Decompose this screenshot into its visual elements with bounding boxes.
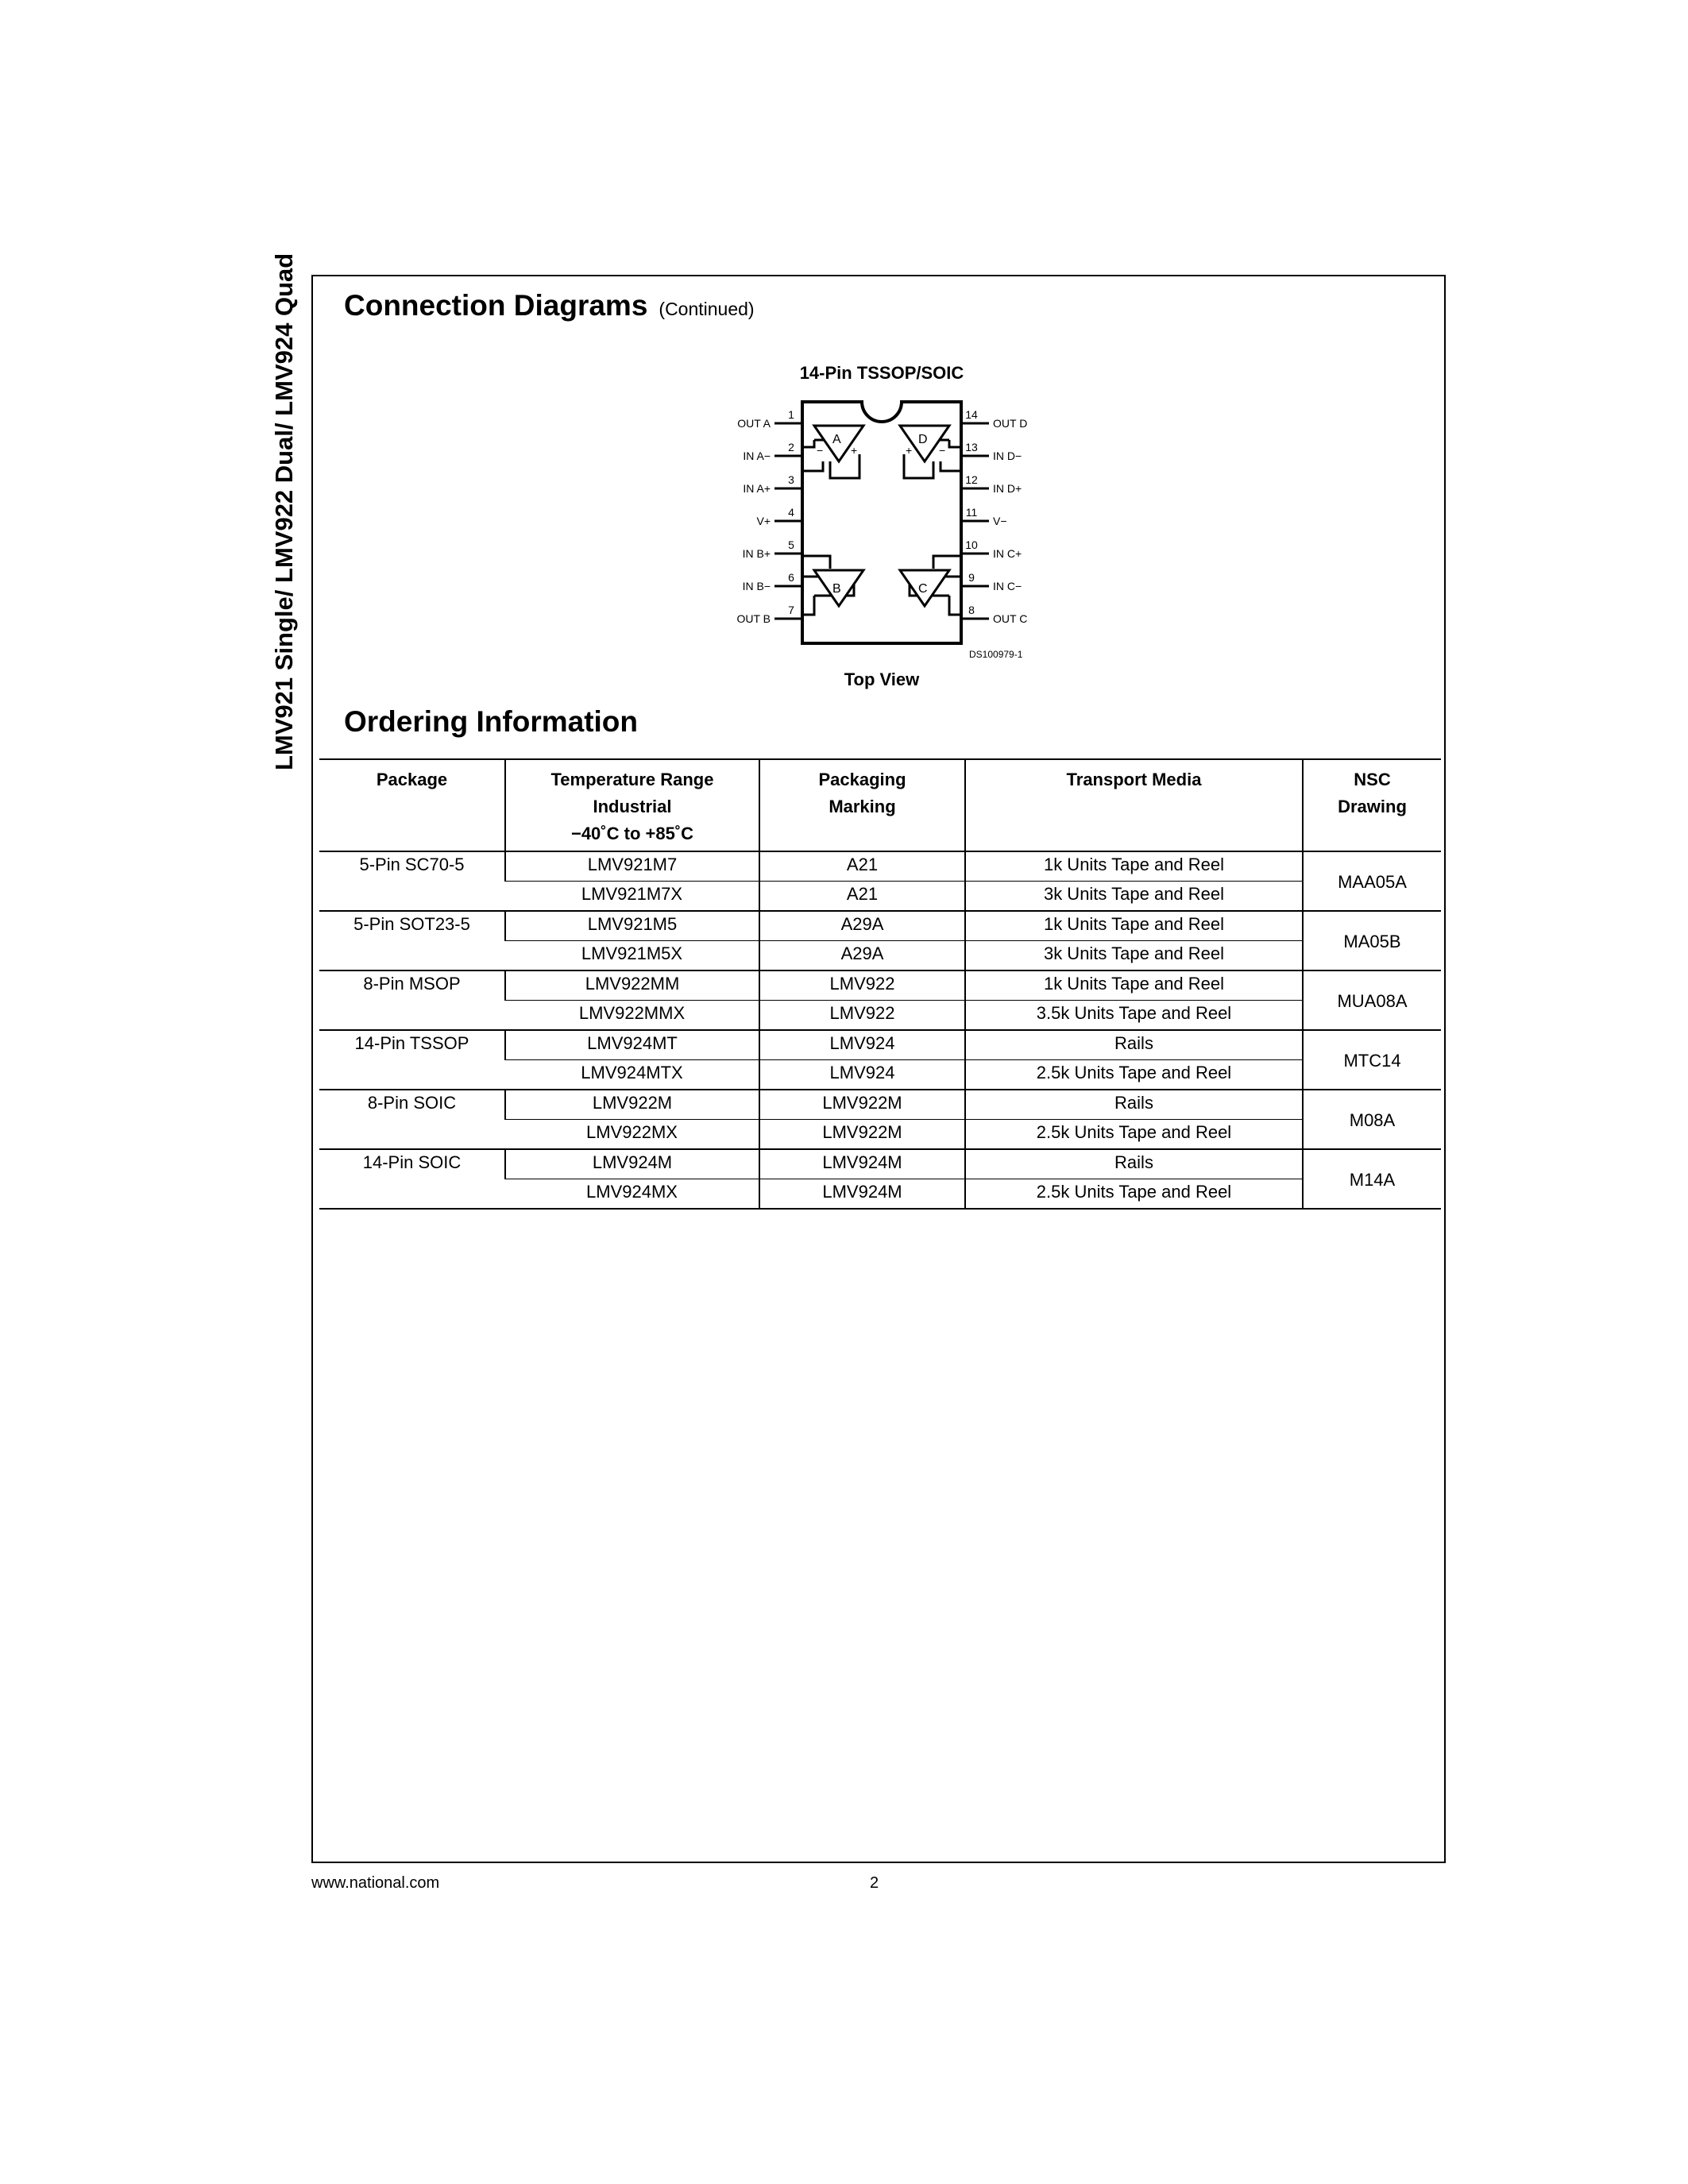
top-view-label: Top View [844, 669, 920, 689]
header-nsc-drawing: NSC Drawing [1303, 759, 1441, 851]
part-number-cell: LMV922MM [505, 970, 759, 1001]
drawing-id: DS100979-1 [969, 649, 1023, 660]
svg-text:−: − [939, 444, 946, 457]
header-package: Package [376, 770, 448, 789]
ordering-information-title: Ordering Information [344, 705, 638, 738]
nsc-drawing-cell: MAA05A [1303, 851, 1441, 911]
transport-cell: Rails [965, 1030, 1303, 1060]
amp-d-label: D [918, 433, 928, 446]
transport-cell: 1k Units Tape and Reel [965, 911, 1303, 941]
package-cell: 5-Pin SC70-5 [359, 855, 465, 874]
op-amp-d [900, 426, 961, 478]
package-cell: 14-Pin SOIC [362, 1152, 462, 1172]
nsc-drawing-cell: M14A [1303, 1149, 1441, 1209]
op-amp-c [900, 556, 961, 615]
transport-cell: 2.5k Units Tape and Reel [965, 1060, 1303, 1090]
part-number-cell: LMV921M7X [505, 882, 759, 912]
right-pin-label: OUT C [993, 612, 1028, 625]
diagram-title: 14-Pin TSSOP/SOIC [799, 363, 964, 383]
part-number-cell: LMV921M7 [505, 851, 759, 882]
right-pin-number: 11 [965, 506, 978, 519]
left-pin-2 [743, 441, 802, 462]
footer-url: www.national.com [311, 1874, 440, 1892]
ordering-row [319, 911, 1441, 941]
marking-cell: A21 [759, 851, 965, 882]
ordering-row [319, 851, 1441, 882]
right-pins [961, 408, 1027, 625]
part-number-cell: LMV921M5X [505, 941, 759, 971]
marking-cell: LMV922M [759, 1120, 965, 1150]
svg-text:−: − [817, 444, 824, 457]
nsc-drawing-cell: MUA08A [1303, 970, 1441, 1030]
left-pin-1 [737, 408, 802, 430]
left-pin-number: 4 [788, 506, 794, 519]
transport-cell: 1k Units Tape and Reel [965, 970, 1303, 1001]
marking-cell: LMV924 [759, 1030, 965, 1060]
left-pin-4 [756, 506, 802, 527]
left-pin-number: 7 [788, 604, 794, 616]
header-transport: Transport Media [965, 759, 1303, 851]
op-amp-b [802, 556, 863, 615]
marking-cell: LMV924 [759, 1060, 965, 1090]
transport-cell: 3k Units Tape and Reel [965, 882, 1303, 912]
right-pin-number: 9 [968, 571, 975, 584]
amp-c-label: C [918, 582, 928, 596]
transport-cell: 2.5k Units Tape and Reel [965, 1179, 1303, 1210]
right-pin-label: V− [993, 515, 1007, 527]
part-number-cell: LMV922MMX [505, 1001, 759, 1031]
page-number: 2 [870, 1874, 879, 1892]
transport-cell: 3k Units Tape and Reel [965, 941, 1303, 971]
right-pin-13 [961, 441, 1022, 462]
right-pin-8 [961, 604, 1027, 625]
svg-text:+: + [851, 444, 858, 457]
ordering-row [319, 970, 1441, 1001]
right-pin-10 [961, 538, 1022, 560]
right-pin-label: IN D+ [993, 482, 1022, 495]
ordering-row [319, 1149, 1441, 1179]
ordering-table [319, 758, 1441, 1210]
side-title: LMV921 Single/ LMV922 Dual/ LMV924 Quad [270, 253, 298, 770]
left-pins [736, 408, 802, 625]
left-pin-5 [743, 538, 802, 560]
right-pin-11 [961, 506, 1007, 527]
svg-text:+: + [906, 444, 913, 457]
transport-cell: Rails [965, 1090, 1303, 1120]
right-pin-12 [961, 473, 1022, 495]
right-pin-label: IN C+ [993, 547, 1022, 560]
left-pin-label: OUT B [736, 612, 771, 625]
left-pin-label: IN B+ [742, 547, 771, 560]
nsc-drawing-cell: MTC14 [1303, 1030, 1441, 1090]
marking-cell: A29A [759, 911, 965, 941]
marking-cell: A29A [759, 941, 965, 971]
package-cell: 8-Pin SOIC [367, 1093, 457, 1113]
transport-cell: 3.5k Units Tape and Reel [965, 1001, 1303, 1031]
right-pin-number: 10 [965, 538, 978, 551]
op-amp-a [802, 426, 863, 478]
ordering-row [319, 1030, 1441, 1060]
ordering-header-row [319, 759, 1441, 851]
amp-b-label: B [832, 582, 841, 596]
part-number-cell: LMV921M5 [505, 911, 759, 941]
pinout-diagram [715, 388, 1064, 673]
left-pin-7 [736, 604, 802, 625]
left-pin-number: 1 [788, 408, 794, 421]
nsc-drawing-cell: M08A [1303, 1090, 1441, 1149]
marking-cell: LMV924M [759, 1149, 965, 1179]
marking-cell: LMV924M [759, 1179, 965, 1210]
left-pin-number: 5 [788, 538, 794, 551]
right-pin-number: 13 [965, 441, 978, 453]
continued-label: (Continued) [659, 299, 755, 319]
left-pin-label: IN A+ [743, 482, 771, 495]
marking-cell: LMV922 [759, 970, 965, 1001]
header-marking: Packaging Marking [759, 759, 965, 851]
right-pin-9 [961, 571, 1022, 592]
package-cell: 5-Pin SOT23-5 [353, 914, 470, 934]
transport-cell: 2.5k Units Tape and Reel [965, 1120, 1303, 1150]
marking-cell: A21 [759, 882, 965, 912]
part-number-cell: LMV924MX [505, 1179, 759, 1210]
part-number-cell: LMV922MX [505, 1120, 759, 1150]
connection-diagrams-title: Connection Diagrams [344, 289, 648, 322]
part-number-cell: LMV924MT [505, 1030, 759, 1060]
left-pin-number: 6 [788, 571, 794, 584]
transport-cell: 1k Units Tape and Reel [965, 851, 1303, 882]
right-pin-number: 14 [965, 408, 978, 421]
left-pin-label: IN A− [743, 450, 771, 462]
right-pin-label: OUT D [993, 417, 1028, 430]
nsc-drawing-cell: MA05B [1303, 911, 1441, 970]
right-pin-14 [961, 408, 1027, 430]
package-cell: 14-Pin TSSOP [354, 1033, 469, 1053]
part-number-cell: LMV924MTX [505, 1060, 759, 1090]
connection-diagrams-heading [344, 289, 755, 322]
right-pin-label: IN C− [993, 580, 1022, 592]
right-pin-number: 8 [968, 604, 975, 616]
part-number-cell: LMV924M [505, 1149, 759, 1179]
right-pin-number: 12 [965, 473, 978, 486]
transport-cell: Rails [965, 1149, 1303, 1179]
marking-cell: LMV922M [759, 1090, 965, 1120]
part-number-cell: LMV922M [505, 1090, 759, 1120]
ordering-row [319, 1090, 1441, 1120]
left-pin-number: 3 [788, 473, 794, 486]
left-pin-label: IN B− [742, 580, 771, 592]
left-pin-3 [743, 473, 802, 495]
header-temperature: Temperature Range Industrial −40˚C to +85˚C [505, 759, 759, 851]
amp-a-label: A [832, 433, 841, 446]
left-pin-label: OUT A [737, 417, 771, 430]
left-pin-6 [743, 571, 802, 592]
left-pin-number: 2 [788, 441, 794, 453]
package-cell: 8-Pin MSOP [363, 974, 461, 994]
right-pin-label: IN D− [993, 450, 1022, 462]
left-pin-label: V+ [756, 515, 771, 527]
marking-cell: LMV922 [759, 1001, 965, 1031]
